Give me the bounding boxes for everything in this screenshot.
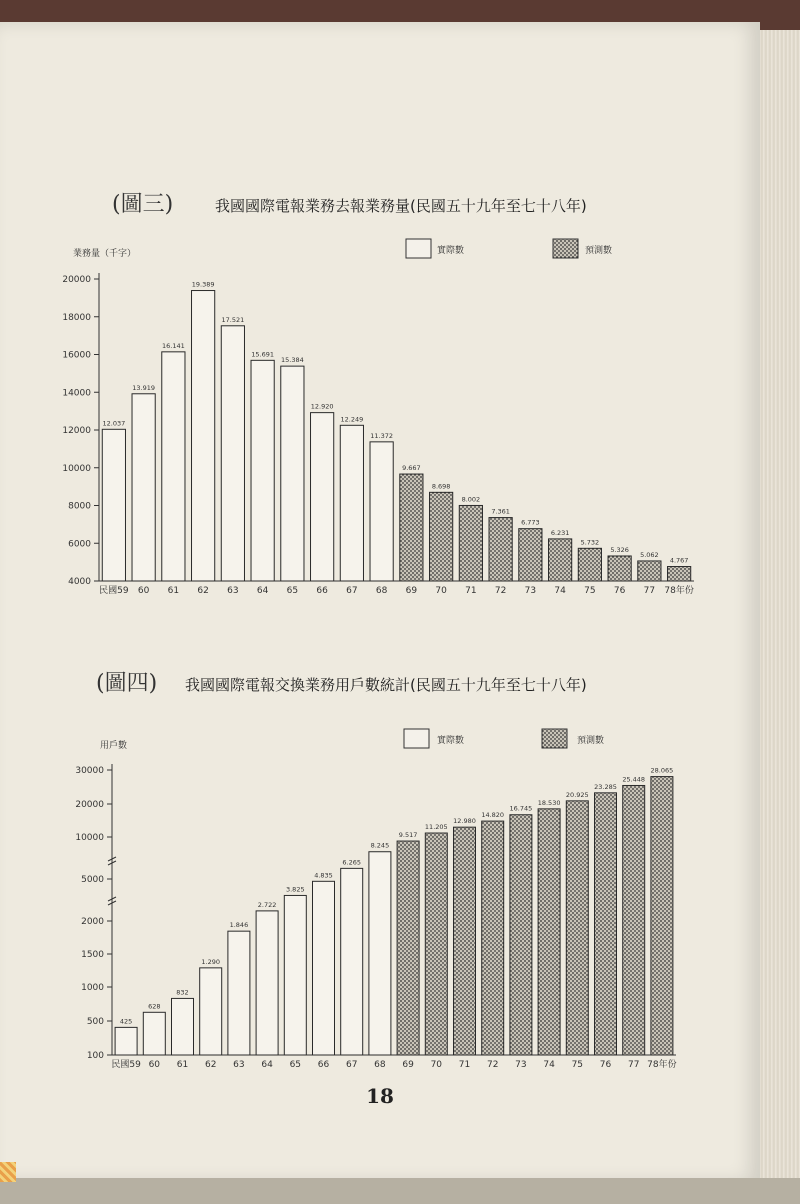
figure3-bar [400, 474, 423, 581]
figure4-bar [425, 833, 447, 1055]
figure3-y-tick-label: 18000 [62, 312, 91, 323]
figure4-bar-value-label: 28.065 [650, 766, 674, 775]
figure4-y-tick-label: 500 [86, 1017, 104, 1027]
figure4-x-tick-label: 77 [627, 1060, 640, 1070]
figure3-bar-value-label: 9.667 [402, 464, 421, 473]
figure3-bar [132, 394, 155, 581]
figure3-bar-value-label: 4.767 [669, 556, 689, 565]
figure3-legend-actual-label: 實際數 [437, 246, 465, 256]
figure3-y-tick-label: 16000 [62, 350, 91, 361]
figure4-x-tick-label: 60 [148, 1060, 161, 1070]
figure3-x-tick-label: 72 [494, 586, 507, 596]
figure3-y-tick-label: 6000 [68, 539, 91, 550]
figure3-bar-value-label: 12.249 [340, 415, 364, 424]
figure3-bar [549, 539, 572, 581]
figure4-bar [538, 809, 560, 1055]
figure3-y-tick-label: 4000 [68, 577, 91, 587]
figure4-y-tick-label: 20000 [75, 800, 104, 810]
figure3-bar-value-label: 15.384 [281, 356, 304, 365]
figure4-bar [482, 821, 504, 1055]
figure3-bar-value-label: 7.361 [491, 507, 510, 516]
figure4-bar [341, 868, 363, 1055]
figure4-x-tick-label: 民國59 [111, 1060, 141, 1070]
figure3-bar-value-label: 12.037 [102, 419, 126, 428]
figure3-y-tick-label: 20000 [62, 275, 91, 285]
figure3-x-tick-label: 69 [405, 586, 418, 596]
figure3-bar [489, 518, 512, 581]
figure3-bar [370, 442, 393, 581]
figure4-legend-actual-label: 實際數 [437, 736, 465, 746]
figure4-y-axis-label: 用戶數 [100, 741, 128, 751]
figure3-bar [192, 291, 215, 581]
figure3-bar-value-label: 11.372 [370, 431, 393, 440]
figure4-legend-forecast-swatch [542, 729, 567, 748]
figure3-x-tick-label: 74 [554, 586, 566, 596]
figure4-bar [313, 881, 335, 1055]
figure3-legend-forecast-label: 預測數 [585, 246, 613, 256]
figure4-y-tick-label: 5000 [81, 875, 104, 885]
figure4-y-tick-label: 1000 [81, 983, 104, 993]
figure4-bar [510, 815, 532, 1055]
figure3-y-axis-label: 業務量（千字） [73, 249, 137, 259]
figure4-bar-value-label: 14.820 [481, 811, 505, 820]
figure3-x-tick-label: 60 [137, 586, 150, 596]
figure4-bar [369, 852, 391, 1055]
figure4-x-tick-label: 66 [317, 1060, 330, 1070]
figure3-bar-value-label: 6.231 [550, 528, 570, 537]
figure3-y-tick-label: 8000 [68, 501, 91, 512]
figure4-bar [143, 1012, 165, 1055]
figure4-bar [623, 785, 645, 1055]
figure4-bar-value-label: 3.825 [285, 885, 305, 894]
figure4-y-tick-label: 100 [86, 1051, 104, 1061]
figure4-bar [651, 777, 673, 1055]
figure3-x-tick-label: 65 [286, 586, 299, 596]
figure3-x-tick-label: 64 [256, 586, 269, 596]
figure4-x-tick-label: 63 [233, 1060, 245, 1070]
figure3-bar-value-label: 5.062 [640, 550, 659, 559]
figure3-x-tick-label: 77 [643, 586, 656, 596]
figure3-x-tick-label: 67 [346, 586, 358, 596]
page-number: 18 [366, 1084, 394, 1108]
figure4-x-tick-label: 75 [571, 1060, 584, 1070]
figure3-bar [102, 429, 125, 581]
figure4-bars [111, 767, 676, 1070]
figure3-bar [162, 352, 185, 581]
figure4-bar [172, 998, 194, 1055]
figure4-bar-value-label: 16.745 [509, 804, 533, 813]
figure3-bar-value-label: 5.326 [610, 545, 629, 554]
figure4-bar-value-label: 12.980 [453, 817, 476, 826]
figure3-x-tick-label: 62 [197, 586, 209, 596]
figure3-x-tick-label: 73 [524, 586, 537, 596]
figure3-x-tick-label: 66 [316, 586, 328, 596]
figure3-bars [99, 281, 694, 596]
figure4-bar-value-label: 4.835 [314, 871, 333, 880]
figure4-bar-value-label: 1.290 [201, 957, 221, 966]
figure3-legend-forecast-swatch [553, 239, 578, 258]
figure4-bar [200, 968, 222, 1055]
figure3-bar [221, 326, 244, 581]
figure4-legend-forecast-label: 預測數 [577, 736, 605, 746]
figure3-bar [340, 425, 363, 581]
figure4-bar [595, 793, 617, 1055]
figure3-bar-value-label: 13.919 [132, 383, 155, 392]
figure3-x-tick-label: 71 [465, 586, 477, 596]
figure3-bar [638, 561, 661, 581]
figure3-x-tick-label: 61 [167, 586, 180, 596]
figure3-y-tick-label: 12000 [62, 426, 91, 436]
figure4-y-tick-label: 2000 [81, 917, 104, 927]
figure3-bar-value-label: 6.773 [521, 518, 540, 527]
figure4-bar-value-label: 23.285 [594, 782, 617, 791]
figure3-bar [578, 548, 601, 581]
figure4-bar [566, 801, 588, 1055]
figure3-bar-value-label: 8.002 [461, 495, 481, 504]
figure4-bar-value-label: 9.517 [398, 831, 418, 840]
figure4-x-tick-label: 71 [458, 1060, 471, 1070]
figure4-bar-value-label: 6.265 [342, 858, 362, 867]
figure3-label: (圖三) [112, 192, 174, 217]
figure4-x-tick-label: 69 [402, 1060, 414, 1070]
figure4-x-tick-label: 72 [486, 1060, 499, 1070]
figure3-bar-value-label: 17.521 [221, 315, 245, 324]
figure4-bar-value-label: 8.245 [370, 841, 390, 850]
figure4-bar-value-label: 832 [176, 988, 189, 997]
figure4-x-tick-label: 70 [430, 1060, 443, 1070]
figure3-bar [311, 413, 334, 581]
figure3-bar-value-label: 8.698 [431, 482, 451, 491]
figure3-bar [519, 529, 542, 581]
figure4-x-tick-label: 73 [515, 1060, 527, 1070]
figure4-bar [115, 1027, 137, 1055]
figure4-bar-value-label: 20.925 [565, 790, 589, 799]
figure4-label: (圖四) [96, 671, 158, 696]
figure4-bar [256, 911, 278, 1055]
figure3-x-tick-label: 75 [584, 586, 596, 596]
figure3-bar [608, 556, 631, 581]
figure3-x-tick-label: 78年份 [664, 586, 694, 596]
figure3-bar-value-label: 19.389 [191, 280, 215, 289]
figure3-bar [430, 492, 453, 581]
figure3-bar-value-label: 15.691 [251, 350, 274, 359]
figure3-bar [459, 505, 482, 581]
figure4-bar-value-label: 11.205 [424, 823, 448, 832]
figure4-x-tick-label: 68 [374, 1060, 386, 1070]
figure3-y-tick-label: 14000 [62, 388, 91, 399]
figure4-x-tick-label: 64 [261, 1060, 273, 1070]
figure4-bar-value-label: 18.530 [537, 798, 561, 807]
figure4-bar [228, 931, 250, 1055]
figure4-bar-value-label: 1.846 [229, 921, 249, 930]
figure4-x-tick-label: 65 [289, 1060, 302, 1070]
figure4-bar-value-label: 425 [119, 1017, 133, 1026]
figure3-bar [668, 567, 691, 581]
figure4-bar [284, 895, 306, 1055]
figure3-bar-value-label: 5.732 [580, 538, 600, 547]
figure4-bar-value-label: 628 [148, 1002, 161, 1011]
figure3-title: 我國國際電報業務去報業務量(民國五十九年至七十八年) [215, 197, 587, 215]
figure4-bar [454, 827, 476, 1055]
figure3-x-tick-label: 68 [375, 586, 388, 596]
figure4-x-tick-label: 62 [204, 1060, 217, 1070]
figure3-y-tick-label: 10000 [62, 463, 91, 474]
figure4-x-tick-label: 78年份 [647, 1060, 677, 1070]
figure4-y-tick-label: 30000 [75, 766, 104, 776]
figure4-x-tick-label: 61 [176, 1060, 189, 1070]
figure4-y-tick-label: 1500 [81, 950, 104, 960]
figure4-bar-value-label: 25.448 [622, 775, 646, 784]
figure4-title: 我國國際電報交換業務用戶數統計(民國五十九年至七十八年) [185, 676, 587, 694]
figure4-x-tick-label: 76 [599, 1060, 612, 1070]
figure3-bar [251, 360, 274, 581]
figure3-bar-value-label: 12.920 [310, 402, 334, 411]
figure3-x-tick-label: 76 [613, 586, 626, 596]
figure4-x-tick-label: 67 [345, 1060, 358, 1070]
figure3-x-tick-label: 63 [227, 586, 239, 596]
figure4-bar-value-label: 2.722 [257, 900, 277, 909]
figure3-x-tick-label: 70 [435, 586, 447, 596]
figure4-x-tick-label: 74 [543, 1060, 555, 1070]
figure4-legend-actual-swatch [404, 729, 429, 748]
figure3-bar [281, 366, 304, 581]
figure3-bar-value-label: 16.141 [162, 341, 185, 350]
figure3-x-tick-label: 民國59 [99, 586, 129, 596]
figure3-legend-actual-swatch [406, 239, 431, 258]
figure4-y-tick-label: 10000 [75, 833, 104, 843]
figure4-bar [397, 841, 419, 1055]
